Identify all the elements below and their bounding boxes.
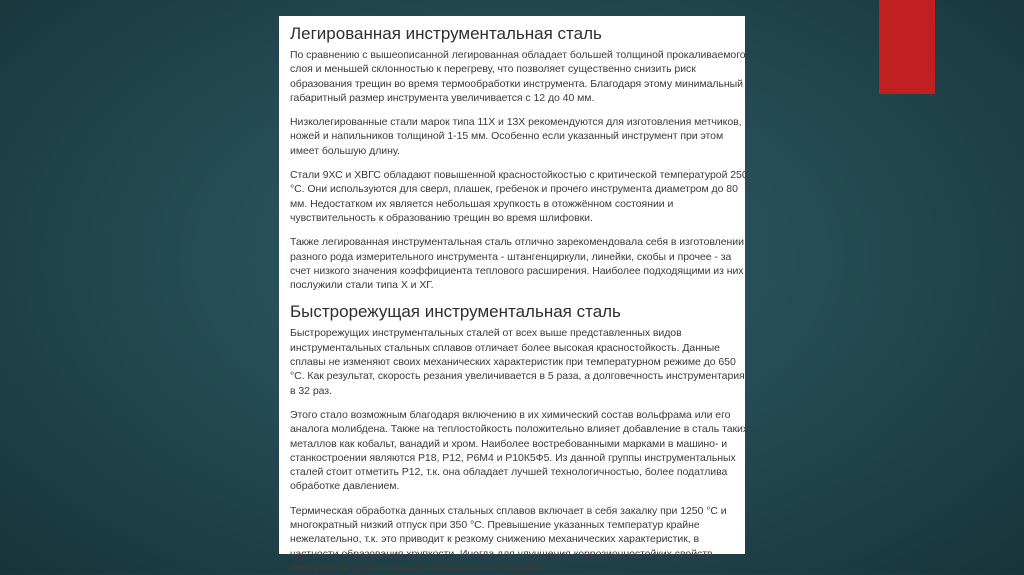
paragraph bbox=[290, 48, 746, 105]
section-heading-high-speed: Быстрорежущая инструментальная сталь bbox=[290, 302, 621, 322]
paragraph bbox=[290, 168, 748, 225]
paragraph-line: образования трещин во время термообработки инструмента. Благодаря этому минимальный bbox=[290, 77, 743, 90]
paragraph-line: частности образования хрупкости. Иногда для улучшения коррозионностойких свойств bbox=[290, 547, 713, 560]
paragraph-line: послужили стали типа Х и ХГ. bbox=[290, 279, 434, 292]
paragraph-line: Этого стало возможным благодаря включению в их химический состав вольфрама или его bbox=[290, 408, 731, 421]
paragraph bbox=[290, 235, 744, 292]
paragraph-line: сплавы не изменяют своих механических характеристик при температурном режиме до 650 bbox=[290, 356, 736, 369]
paragraph-line: °С. Как результат, скорость резания увеличивается в 5 раза, а долговечность инструментария bbox=[290, 370, 745, 383]
paragraph-line: Также легированная инструментальная сталь отлично зарекомендовала себя в изготовлении bbox=[290, 236, 744, 249]
document-card bbox=[279, 16, 749, 574]
paragraph-line: слоя и меньшей склонностью к перегреву, что позволяет существенно снизить риск bbox=[290, 63, 696, 76]
paragraph-line: аналога молибдена. Также на теплостойкость положительно влияет добавление в сталь таких bbox=[290, 423, 749, 436]
paragraph-line: Стали 9ХС и ХВГС обладают повышенной красностойкостью с критической температурой 250 bbox=[290, 169, 748, 182]
paragraph-line: Быстрорежущих инструментальных сталей от всех выше представленных видов bbox=[290, 327, 682, 340]
paragraph bbox=[290, 115, 742, 158]
paragraph bbox=[290, 504, 733, 575]
paragraph-line: обработке давлением. bbox=[290, 480, 400, 493]
paragraph-line: габаритный размер инструмента увеличивается с 12 до 40 мм. bbox=[290, 91, 595, 104]
paragraph-line: разного рода измерительного инструмента - штангенциркули, линейки, скобы и прочее - за bbox=[290, 250, 732, 263]
red-accent-bar bbox=[879, 0, 935, 94]
paragraph-line: металлов как кобальт, ванадий и хром. Наиболее востребованными марками в машино- и bbox=[290, 437, 728, 450]
paragraph-line: Термическая обработка данных стальных сплавов включает в себя закалку при 1250 °С и bbox=[290, 504, 727, 517]
paragraph-line: По сравнению с вышеописанной легированная обладает большей толщиной прокаливаемого bbox=[290, 49, 746, 61]
paragraph-line: Низколегированные стали марок типа 11Х и 13Х рекомендуются для изготовления метчиков, bbox=[290, 116, 742, 129]
paragraph-line: ножей и напильников толщиной 1-15 мм. Особенно если указанный инструмент при этом bbox=[290, 130, 724, 143]
paragraph-line: имеет большую длину. bbox=[290, 144, 400, 157]
paragraph-line: сталей стоит отметить Р12, т.к. она обладает лучшей технологичностью, более податлива bbox=[290, 466, 728, 479]
paragraph-line: счет низкого значения коэффициента теплового расширения. Наиболее подходящими из них bbox=[290, 264, 744, 277]
paragraph-line: в 32 раз. bbox=[290, 384, 332, 397]
paragraph-line: многократный низкий отпуск при 350 °С. Превышение указанных температур крайне bbox=[290, 519, 700, 532]
paragraph-line: чувствительность к образованию трещин во время шлифовки. bbox=[290, 211, 593, 224]
paragraph bbox=[290, 326, 745, 397]
paragraph-line: инструментальных стальных сплавов отличает более высокая красностойкость. Данные bbox=[290, 341, 720, 354]
paragraph-line: °С. Они используются для сверл, плашек, гребенок и прочего инструмента диаметром до 80 bbox=[290, 183, 738, 196]
paragraph-line: быстрорезы дополнительно обрабатываются паром. bbox=[290, 561, 546, 574]
paragraph-line: станкостроении являются Р18, Р12, Р6М4 и Р10К5Ф5. Из данной группы инструментальных bbox=[290, 451, 736, 464]
section-heading-alloyed: Легированная инструментальная сталь bbox=[290, 24, 602, 43]
paragraph-line: нежелательно, т.к. это приводит к резкому снижению механических характеристик, в bbox=[290, 533, 700, 546]
paragraph bbox=[290, 408, 749, 494]
paragraph-line: мм. Недостатком их является небольшая хрупкость в отожжённом состоянии и bbox=[290, 197, 674, 210]
